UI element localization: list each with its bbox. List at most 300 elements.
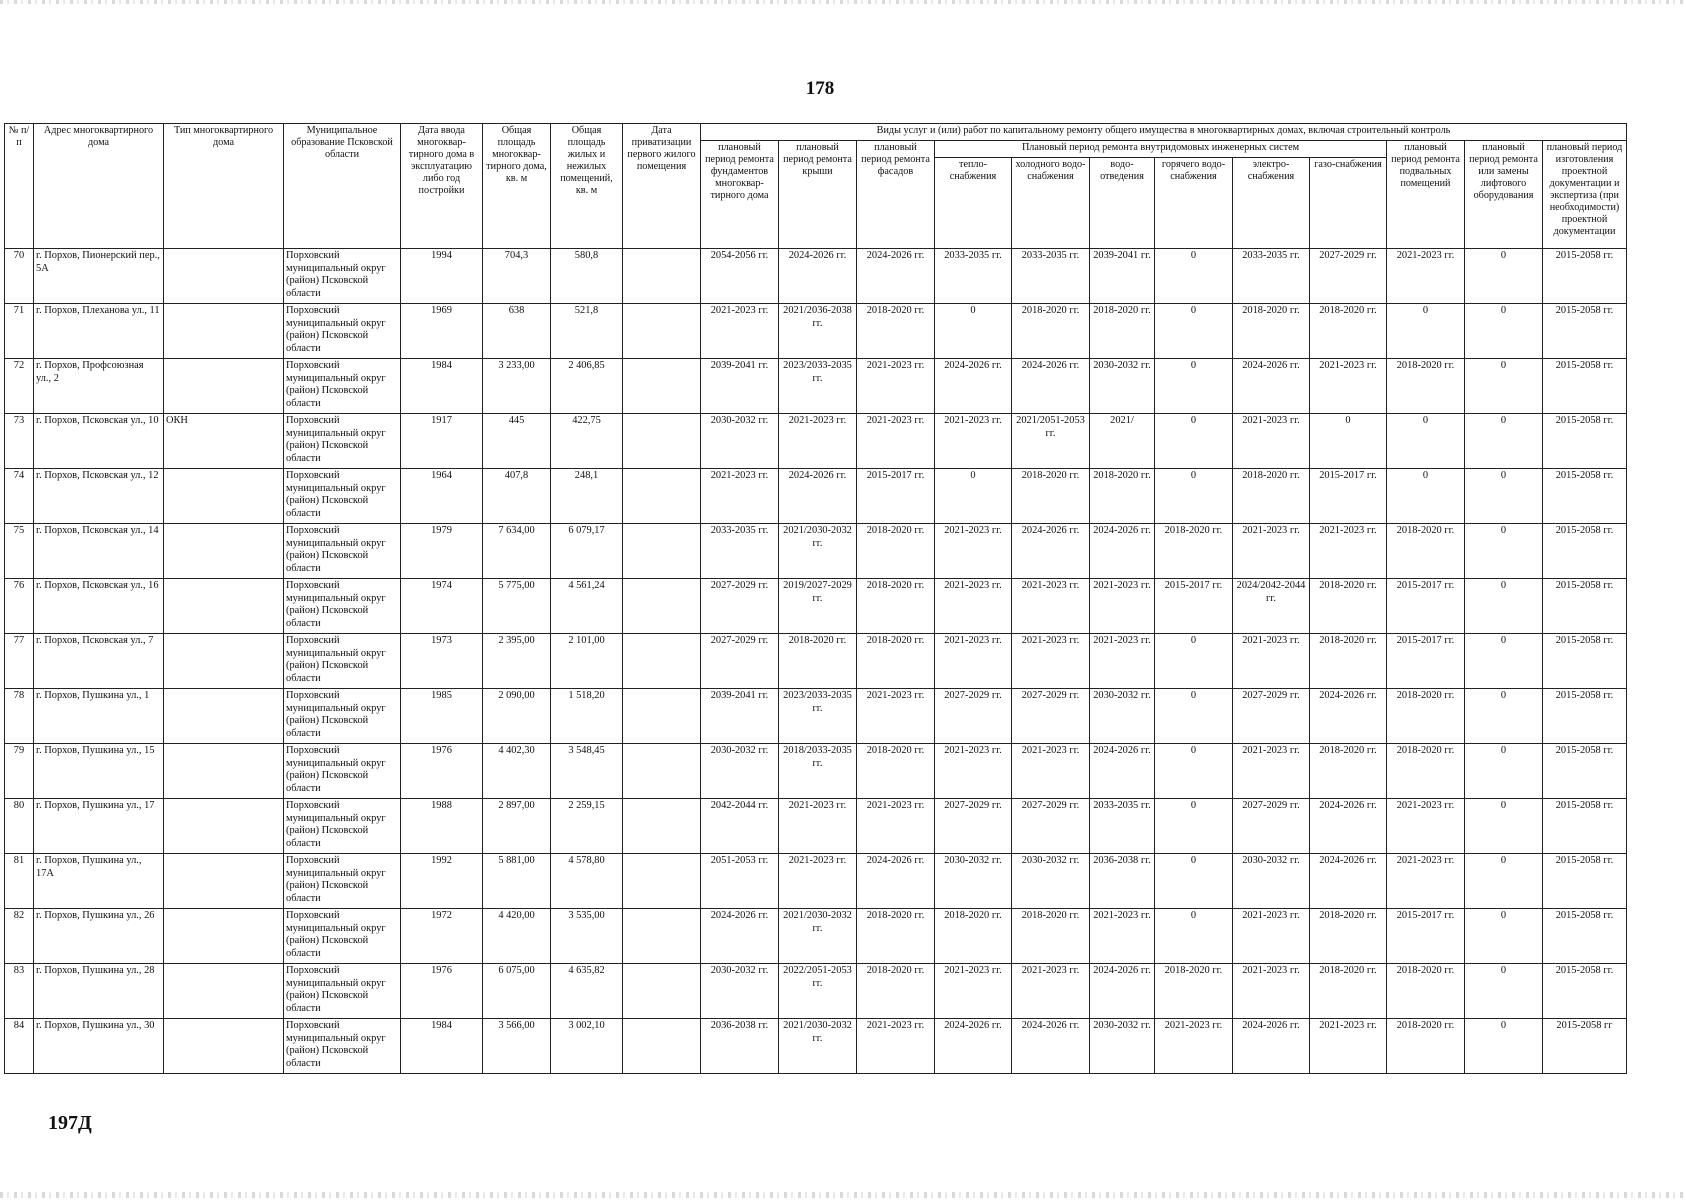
cell-foundation: 2024-2026 гг. <box>701 909 779 964</box>
table-row <box>5 249 1627 304</box>
cell-privatization <box>623 359 701 414</box>
cell-hot-water: 0 <box>1155 744 1233 799</box>
cell-foundation: 2021-2023 гг. <box>701 304 779 359</box>
cell-living-area: 2 101,00 <box>551 634 623 689</box>
cell-elevator: 0 <box>1465 744 1543 799</box>
cell-roof: 2021/2036-2038 гг. <box>779 304 857 359</box>
cell-foundation: 2054-2056 гг. <box>701 249 779 304</box>
cell-gas: 2027-2029 гг. <box>1310 249 1387 304</box>
cell-gas: 2024-2026 гг. <box>1310 854 1387 909</box>
cell-living-area: 4 561,24 <box>551 579 623 634</box>
cell-gas: 2015-2017 гг. <box>1310 469 1387 524</box>
cell-electric: 2024-2026 гг. <box>1233 1019 1310 1074</box>
cell-num: 84 <box>5 1019 34 1074</box>
cell-facade: 2018-2020 гг. <box>857 524 935 579</box>
cell-foundation: 2030-2032 гг. <box>701 744 779 799</box>
cell-address: г. Порхов, Псковская ул., 10 <box>34 414 164 469</box>
header-address: Адрес многоквартирного дома <box>34 124 164 249</box>
header-privatization-date: Дата приватизации первого жилого помещения <box>623 124 701 249</box>
cell-basement: 0 <box>1387 304 1465 359</box>
cell-basement: 0 <box>1387 414 1465 469</box>
cell-facade: 2021-2023 гг. <box>857 799 935 854</box>
cell-gas: 2024-2026 гг. <box>1310 689 1387 744</box>
scan-edge-bottom <box>0 1192 1686 1198</box>
cell-privatization <box>623 1019 701 1074</box>
cell-design-docs: 2015-2058 гг. <box>1543 744 1627 799</box>
cell-privatization <box>623 854 701 909</box>
cell-elevator: 0 <box>1465 359 1543 414</box>
cell-heat: 2021-2023 гг. <box>935 964 1012 1019</box>
cell-drainage: 2018-2020 гг. <box>1090 469 1155 524</box>
cell-year: 1985 <box>401 689 483 744</box>
cell-drainage: 2024-2026 гг. <box>1090 964 1155 1019</box>
cell-basement: 0 <box>1387 469 1465 524</box>
cell-num: 80 <box>5 799 34 854</box>
cell-cold-water: 2021-2023 гг. <box>1012 744 1090 799</box>
header-facade: плановый период ремонта фасадов <box>857 141 935 249</box>
cell-electric: 2021-2023 гг. <box>1233 744 1310 799</box>
cell-cold-water: 2021-2023 гг. <box>1012 634 1090 689</box>
cell-municipality: Порховский муниципальный округ (район) Псковской области <box>284 469 401 524</box>
table-row <box>5 579 1627 634</box>
cell-living-area: 3 002,10 <box>551 1019 623 1074</box>
cell-basement: 2018-2020 гг. <box>1387 744 1465 799</box>
cell-gas: 2021-2023 гг. <box>1310 1019 1387 1074</box>
header-type: Тип многоквартирного дома <box>164 124 284 249</box>
capital-repair-table <box>4 123 1627 1074</box>
cell-drainage: 2021-2023 гг. <box>1090 909 1155 964</box>
cell-basement: 2021-2023 гг. <box>1387 854 1465 909</box>
cell-elevator: 0 <box>1465 579 1543 634</box>
cell-num: 82 <box>5 909 34 964</box>
header-elevator: плановый период ремонта или замены лифтового оборудования <box>1465 141 1543 249</box>
cell-design-docs: 2015-2058 гг. <box>1543 469 1627 524</box>
cell-roof: 2021/2030-2032 гг. <box>779 1019 857 1074</box>
cell-address: г. Порхов, Псковская ул., 14 <box>34 524 164 579</box>
cell-cold-water: 2018-2020 гг. <box>1012 304 1090 359</box>
table-row <box>5 964 1627 1019</box>
cell-cold-water: 2018-2020 гг. <box>1012 469 1090 524</box>
cell-living-area: 2 406,85 <box>551 359 623 414</box>
header-foundation: плановый период ремонта фундаментов многоквар-тирного дома <box>701 141 779 249</box>
cell-hot-water: 0 <box>1155 634 1233 689</box>
cell-heat: 2021-2023 гг. <box>935 579 1012 634</box>
cell-type <box>164 909 284 964</box>
cell-heat: 2024-2026 гг. <box>935 1019 1012 1074</box>
cell-type <box>164 469 284 524</box>
cell-type <box>164 744 284 799</box>
cell-hot-water: 0 <box>1155 304 1233 359</box>
cell-hot-water: 0 <box>1155 249 1233 304</box>
cell-electric: 2021-2023 гг. <box>1233 634 1310 689</box>
header-heat: тепло-снабжения <box>935 158 1012 249</box>
cell-heat: 2021-2023 гг. <box>935 744 1012 799</box>
cell-design-docs: 2015-2058 гг. <box>1543 359 1627 414</box>
cell-privatization <box>623 799 701 854</box>
cell-basement: 2021-2023 гг. <box>1387 249 1465 304</box>
cell-num: 70 <box>5 249 34 304</box>
cell-facade: 2018-2020 гг. <box>857 744 935 799</box>
cell-address: г. Порхов, Псковская ул., 16 <box>34 579 164 634</box>
header-roof: плановый период ремонта крыши <box>779 141 857 249</box>
cell-elevator: 0 <box>1465 414 1543 469</box>
cell-roof: 2023/2033-2035 гг. <box>779 359 857 414</box>
cell-foundation: 2033-2035 гг. <box>701 524 779 579</box>
cell-drainage: 2033-2035 гг. <box>1090 799 1155 854</box>
cell-total-area: 2 395,00 <box>483 634 551 689</box>
cell-elevator: 0 <box>1465 1019 1543 1074</box>
cell-privatization <box>623 469 701 524</box>
cell-type <box>164 634 284 689</box>
cell-address: г. Порхов, Псковская ул., 7 <box>34 634 164 689</box>
cell-drainage: 2018-2020 гг. <box>1090 304 1155 359</box>
cell-roof: 2018/2033-2035 гг. <box>779 744 857 799</box>
header-hot-water: горячего водо-снабжения <box>1155 158 1233 249</box>
cell-year: 1973 <box>401 634 483 689</box>
cell-elevator: 0 <box>1465 964 1543 1019</box>
cell-cold-water: 2021/2051-2053 гг. <box>1012 414 1090 469</box>
cell-gas: 2021-2023 гг. <box>1310 524 1387 579</box>
cell-total-area: 2 897,00 <box>483 799 551 854</box>
cell-year: 1976 <box>401 744 483 799</box>
cell-foundation: 2051-2053 гг. <box>701 854 779 909</box>
cell-address: г. Порхов, Псковская ул., 12 <box>34 469 164 524</box>
cell-municipality: Порховский муниципальный округ (район) Псковской области <box>284 689 401 744</box>
document-code: 197Д <box>48 1112 92 1134</box>
cell-heat: 2021-2023 гг. <box>935 634 1012 689</box>
cell-heat: 2033-2035 гг. <box>935 249 1012 304</box>
header-basement: плановый период ремонта подвальных помещений <box>1387 141 1465 249</box>
cell-cold-water: 2021-2023 гг. <box>1012 964 1090 1019</box>
cell-foundation: 2036-2038 гг. <box>701 1019 779 1074</box>
cell-address: г. Порхов, Пушкина ул., 17А <box>34 854 164 909</box>
cell-basement: 2021-2023 гг. <box>1387 799 1465 854</box>
cell-municipality: Порховский муниципальный округ (район) Псковской области <box>284 414 401 469</box>
cell-living-area: 248,1 <box>551 469 623 524</box>
cell-privatization <box>623 579 701 634</box>
cell-address: г. Порхов, Пушкина ул., 1 <box>34 689 164 744</box>
cell-num: 71 <box>5 304 34 359</box>
cell-electric: 2024-2026 гг. <box>1233 359 1310 414</box>
table-row <box>5 744 1627 799</box>
cell-num: 73 <box>5 414 34 469</box>
cell-foundation: 2027-2029 гг. <box>701 579 779 634</box>
cell-type <box>164 579 284 634</box>
cell-num: 76 <box>5 579 34 634</box>
cell-roof: 2023/2033-2035 гг. <box>779 689 857 744</box>
cell-facade: 2018-2020 гг. <box>857 579 935 634</box>
cell-address: г. Порхов, Пионерский пер., 5А <box>34 249 164 304</box>
cell-basement: 2015-2017 гг. <box>1387 579 1465 634</box>
table-row <box>5 634 1627 689</box>
cell-num: 74 <box>5 469 34 524</box>
cell-facade: 2024-2026 гг. <box>857 249 935 304</box>
cell-total-area: 407,8 <box>483 469 551 524</box>
cell-foundation: 2042-2044 гг. <box>701 799 779 854</box>
cell-num: 83 <box>5 964 34 1019</box>
cell-electric: 2027-2029 гг. <box>1233 689 1310 744</box>
cell-year: 1972 <box>401 909 483 964</box>
cell-cold-water: 2033-2035 гг. <box>1012 249 1090 304</box>
cell-roof: 2021/2030-2032 гг. <box>779 909 857 964</box>
cell-gas: 2018-2020 гг. <box>1310 964 1387 1019</box>
cell-cold-water: 2018-2020 гг. <box>1012 909 1090 964</box>
cell-num: 79 <box>5 744 34 799</box>
cell-year: 1976 <box>401 964 483 1019</box>
cell-design-docs: 2015-2058 гг. <box>1543 634 1627 689</box>
cell-heat: 2027-2029 гг. <box>935 799 1012 854</box>
cell-electric: 2018-2020 гг. <box>1233 304 1310 359</box>
cell-roof: 2021/2030-2032 гг. <box>779 524 857 579</box>
cell-basement: 2015-2017 гг. <box>1387 909 1465 964</box>
cell-cold-water: 2024-2026 гг. <box>1012 359 1090 414</box>
cell-foundation: 2027-2029 гг. <box>701 634 779 689</box>
cell-privatization <box>623 744 701 799</box>
cell-type <box>164 359 284 414</box>
cell-municipality: Порховский муниципальный округ (район) Псковской области <box>284 524 401 579</box>
header-commission-date: Дата ввода многоквар-тирного дома в эксплуатацию либо год постройки <box>401 124 483 249</box>
cell-total-area: 6 075,00 <box>483 964 551 1019</box>
cell-hot-water: 0 <box>1155 689 1233 744</box>
cell-type <box>164 524 284 579</box>
cell-type <box>164 964 284 1019</box>
cell-gas: 2018-2020 гг. <box>1310 634 1387 689</box>
cell-cold-water: 2030-2032 гг. <box>1012 854 1090 909</box>
cell-address: г. Порхов, Профсоюзная ул., 2 <box>34 359 164 414</box>
cell-cold-water: 2021-2023 гг. <box>1012 579 1090 634</box>
cell-living-area: 4 578,80 <box>551 854 623 909</box>
cell-elevator: 0 <box>1465 909 1543 964</box>
cell-living-area: 3 535,00 <box>551 909 623 964</box>
cell-design-docs: 2015-2058 гг. <box>1543 909 1627 964</box>
header-works-group: Виды услуг и (или) работ по капитальному ремонту общего имущества в многоквартирных домах, включая строительный контроль <box>701 124 1627 141</box>
cell-drainage: 2030-2032 гг. <box>1090 689 1155 744</box>
header-gas: газо-снабжения <box>1310 158 1387 249</box>
cell-roof: 2019/2027-2029 гг. <box>779 579 857 634</box>
cell-municipality: Порховский муниципальный округ (район) Псковской области <box>284 744 401 799</box>
cell-electric: 2030-2032 гг. <box>1233 854 1310 909</box>
cell-year: 1974 <box>401 579 483 634</box>
cell-gas: 2018-2020 гг. <box>1310 744 1387 799</box>
cell-hot-water: 0 <box>1155 799 1233 854</box>
cell-total-area: 5 775,00 <box>483 579 551 634</box>
cell-roof: 2021-2023 гг. <box>779 854 857 909</box>
cell-total-area: 638 <box>483 304 551 359</box>
cell-roof: 2022/2051-2053 гг. <box>779 964 857 1019</box>
cell-municipality: Порховский муниципальный округ (район) Псковской области <box>284 909 401 964</box>
cell-year: 1969 <box>401 304 483 359</box>
cell-municipality: Порховский муниципальный округ (район) Псковской области <box>284 634 401 689</box>
cell-elevator: 0 <box>1465 469 1543 524</box>
cell-hot-water: 2021-2023 гг. <box>1155 1019 1233 1074</box>
cell-heat: 0 <box>935 469 1012 524</box>
cell-municipality: Порховский муниципальный округ (район) Псковской области <box>284 854 401 909</box>
cell-hot-water: 0 <box>1155 469 1233 524</box>
cell-living-area: 3 548,45 <box>551 744 623 799</box>
cell-living-area: 6 079,17 <box>551 524 623 579</box>
cell-privatization <box>623 414 701 469</box>
cell-type <box>164 799 284 854</box>
cell-heat: 0 <box>935 304 1012 359</box>
cell-total-area: 5 881,00 <box>483 854 551 909</box>
cell-elevator: 0 <box>1465 689 1543 744</box>
cell-drainage: 2030-2032 гг. <box>1090 1019 1155 1074</box>
table-row <box>5 799 1627 854</box>
cell-municipality: Порховский муниципальный округ (район) Псковской области <box>284 249 401 304</box>
cell-privatization <box>623 524 701 579</box>
header-municipality: Муниципальное образование Псковской области <box>284 124 401 249</box>
cell-municipality: Порховский муниципальный округ (район) Псковской области <box>284 359 401 414</box>
cell-facade: 2021-2023 гг. <box>857 689 935 744</box>
cell-gas: 2018-2020 гг. <box>1310 579 1387 634</box>
cell-address: г. Порхов, Плеханова ул., 11 <box>34 304 164 359</box>
cell-type: ОКН <box>164 414 284 469</box>
cell-hot-water: 2018-2020 гг. <box>1155 524 1233 579</box>
cell-elevator: 0 <box>1465 799 1543 854</box>
cell-total-area: 704,3 <box>483 249 551 304</box>
cell-foundation: 2021-2023 гг. <box>701 469 779 524</box>
cell-facade: 2021-2023 гг. <box>857 359 935 414</box>
cell-electric: 2033-2035 гг. <box>1233 249 1310 304</box>
cell-total-area: 3 233,00 <box>483 359 551 414</box>
cell-hot-water: 0 <box>1155 359 1233 414</box>
cell-cold-water: 2027-2029 гг. <box>1012 689 1090 744</box>
cell-living-area: 580,8 <box>551 249 623 304</box>
cell-total-area: 4 420,00 <box>483 909 551 964</box>
cell-basement: 2018-2020 гг. <box>1387 524 1465 579</box>
cell-design-docs: 2015-2058 гг. <box>1543 799 1627 854</box>
cell-elevator: 0 <box>1465 304 1543 359</box>
scan-edge-top <box>0 0 1686 4</box>
cell-total-area: 445 <box>483 414 551 469</box>
cell-cold-water: 2024-2026 гг. <box>1012 524 1090 579</box>
table-body <box>5 249 1627 1074</box>
cell-elevator: 0 <box>1465 634 1543 689</box>
header-num: № п/п <box>5 124 34 249</box>
header-design-docs: плановый период изготовления проектной документации и экспертиза (при необходимости) проектной документации <box>1543 141 1627 249</box>
cell-elevator: 0 <box>1465 854 1543 909</box>
cell-electric: 2021-2023 гг. <box>1233 524 1310 579</box>
cell-heat: 2021-2023 гг. <box>935 414 1012 469</box>
cell-elevator: 0 <box>1465 524 1543 579</box>
cell-design-docs: 2015-2058 гг. <box>1543 964 1627 1019</box>
cell-facade: 2021-2023 гг. <box>857 1019 935 1074</box>
header-cold-water: холодного водо-снабжения <box>1012 158 1090 249</box>
cell-foundation: 2030-2032 гг. <box>701 964 779 1019</box>
cell-total-area: 3 566,00 <box>483 1019 551 1074</box>
cell-type <box>164 1019 284 1074</box>
cell-living-area: 2 259,15 <box>551 799 623 854</box>
cell-design-docs: 2015-2058 гг. <box>1543 524 1627 579</box>
table-row <box>5 854 1627 909</box>
cell-roof: 2021-2023 гг. <box>779 414 857 469</box>
header-systems-group: Плановый период ремонта внутридомовых инженерных систем <box>935 141 1387 158</box>
cell-type <box>164 304 284 359</box>
cell-num: 81 <box>5 854 34 909</box>
cell-type <box>164 854 284 909</box>
cell-basement: 2015-2017 гг. <box>1387 634 1465 689</box>
cell-year: 1917 <box>401 414 483 469</box>
cell-roof: 2018-2020 гг. <box>779 634 857 689</box>
cell-hot-water: 0 <box>1155 414 1233 469</box>
cell-drainage: 2021-2023 гг. <box>1090 579 1155 634</box>
table-row <box>5 414 1627 469</box>
cell-year: 1992 <box>401 854 483 909</box>
cell-foundation: 2030-2032 гг. <box>701 414 779 469</box>
cell-design-docs: 2015-2058 гг. <box>1543 249 1627 304</box>
cell-heat: 2024-2026 гг. <box>935 359 1012 414</box>
page-number: 178 <box>805 78 835 99</box>
header-living-area: Общая площадь жилых и нежилых помещений, кв. м <box>551 124 623 249</box>
cell-municipality: Порховский муниципальный округ (район) Псковской области <box>284 799 401 854</box>
cell-heat: 2021-2023 гг. <box>935 524 1012 579</box>
cell-year: 1988 <box>401 799 483 854</box>
cell-drainage: 2024-2026 гг. <box>1090 744 1155 799</box>
cell-municipality: Порховский муниципальный округ (район) Псковской области <box>284 964 401 1019</box>
cell-privatization <box>623 304 701 359</box>
cell-design-docs: 2015-2058 гг. <box>1543 579 1627 634</box>
cell-municipality: Порховский муниципальный округ (район) Псковской области <box>284 304 401 359</box>
cell-privatization <box>623 634 701 689</box>
cell-basement: 2018-2020 гг. <box>1387 964 1465 1019</box>
cell-foundation: 2039-2041 гг. <box>701 359 779 414</box>
cell-living-area: 4 635,82 <box>551 964 623 1019</box>
table-row <box>5 909 1627 964</box>
cell-num: 77 <box>5 634 34 689</box>
cell-drainage: 2021/ <box>1090 414 1155 469</box>
cell-electric: 2021-2023 гг. <box>1233 909 1310 964</box>
cell-drainage: 2039-2041 гг. <box>1090 249 1155 304</box>
cell-electric: 2021-2023 гг. <box>1233 414 1310 469</box>
cell-facade: 2024-2026 гг. <box>857 854 935 909</box>
cell-design-docs: 2015-2058 гг. <box>1543 304 1627 359</box>
cell-basement: 2018-2020 гг. <box>1387 1019 1465 1074</box>
header-electric: электро-снабжения <box>1233 158 1310 249</box>
cell-type <box>164 249 284 304</box>
cell-drainage: 2030-2032 гг. <box>1090 359 1155 414</box>
cell-hot-water: 2015-2017 гг. <box>1155 579 1233 634</box>
cell-municipality: Порховский муниципальный округ (район) Псковской области <box>284 579 401 634</box>
cell-hot-water: 0 <box>1155 909 1233 964</box>
cell-roof: 2021-2023 гг. <box>779 799 857 854</box>
cell-facade: 2018-2020 гг. <box>857 304 935 359</box>
cell-privatization <box>623 689 701 744</box>
cell-facade: 2015-2017 гг. <box>857 469 935 524</box>
table-row <box>5 689 1627 744</box>
table-row <box>5 1019 1627 1074</box>
cell-facade: 2018-2020 гг. <box>857 634 935 689</box>
cell-heat: 2027-2029 гг. <box>935 689 1012 744</box>
cell-gas: 2024-2026 гг. <box>1310 799 1387 854</box>
cell-roof: 2024-2026 гг. <box>779 469 857 524</box>
cell-elevator: 0 <box>1465 249 1543 304</box>
cell-living-area: 422,75 <box>551 414 623 469</box>
cell-address: г. Порхов, Пушкина ул., 26 <box>34 909 164 964</box>
cell-num: 78 <box>5 689 34 744</box>
cell-total-area: 4 402,30 <box>483 744 551 799</box>
cell-drainage: 2021-2023 гг. <box>1090 634 1155 689</box>
cell-design-docs: 2015-2058 гг. <box>1543 414 1627 469</box>
cell-electric: 2021-2023 гг. <box>1233 964 1310 1019</box>
cell-heat: 2030-2032 гг. <box>935 854 1012 909</box>
cell-gas: 2018-2020 гг. <box>1310 304 1387 359</box>
cell-num: 72 <box>5 359 34 414</box>
cell-hot-water: 0 <box>1155 854 1233 909</box>
cell-design-docs: 2015-2058 гг <box>1543 1019 1627 1074</box>
cell-total-area: 2 090,00 <box>483 689 551 744</box>
cell-cold-water: 2024-2026 гг. <box>1012 1019 1090 1074</box>
cell-year: 1984 <box>401 359 483 414</box>
